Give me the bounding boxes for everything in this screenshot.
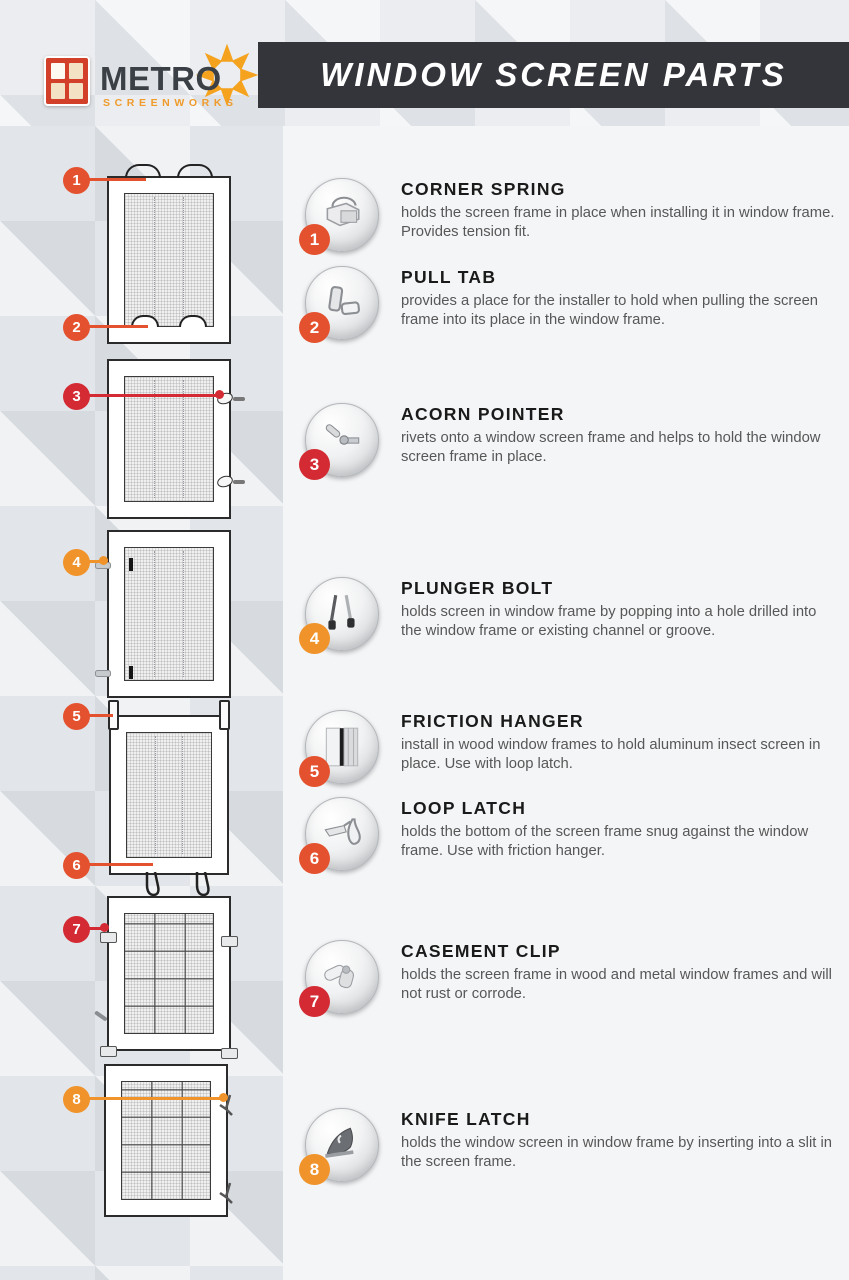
part-number-badge: 3 (299, 449, 330, 480)
screen-mesh (124, 913, 214, 1034)
part-number-badge: 8 (299, 1154, 330, 1185)
part-title: PULL TAB (401, 267, 497, 287)
diagram-window-plunger-bolt (107, 530, 231, 698)
part-photo-circle (305, 797, 379, 871)
part-number-badge: 6 (299, 843, 330, 874)
leader-dot-3 (215, 390, 224, 399)
leader-line-8 (88, 1097, 224, 1100)
part-title: PLUNGER BOLT (401, 578, 554, 598)
screen-mesh (124, 547, 214, 681)
part-item-acorn-pointer (305, 403, 841, 477)
diagram-marker-8: 8 (63, 1086, 90, 1113)
casement-clip-shape (221, 936, 238, 947)
loop-latch-shape (143, 872, 163, 898)
part-photo-circle (305, 710, 379, 784)
diagram-marker-5: 5 (63, 703, 90, 730)
part-title: ACORN POINTER (401, 404, 565, 424)
part-item-plunger-bolt (305, 577, 841, 651)
title-banner (258, 42, 849, 108)
part-description: provides a place for the installer to hold when pulling the screen frame into its place in the window frame. (401, 293, 819, 328)
diagram-marker-7: 7 (63, 916, 90, 943)
part-title: LOOP LATCH (401, 798, 527, 818)
part-item-friction-hanger (305, 710, 841, 784)
diagram-window-friction-hanger-loop-latch (109, 715, 229, 875)
screen-mesh (124, 193, 214, 327)
part-description: holds the screen frame in place when installing it in window frame. Provides tension fit. (401, 205, 835, 240)
part-number-badge: 5 (299, 756, 330, 787)
leader-line-3 (88, 394, 221, 397)
casement-clip-shape (100, 1046, 117, 1057)
brand-subname: SCREENWORKS (103, 97, 238, 109)
leader-dot-4 (99, 556, 108, 565)
metro-screenworks-logo (44, 54, 274, 114)
part-item-casement-clip (305, 940, 841, 1014)
part-description: rivets onto a window screen frame and helps to hold the window screen frame in place. (401, 430, 821, 465)
part-title: FRICTION HANGER (401, 711, 584, 731)
diagram-marker-1: 1 (63, 167, 90, 194)
leader-line-6 (88, 863, 153, 866)
plunger-bolt-shape (95, 670, 111, 677)
part-description: holds the screen frame in wood and metal window frames and will not rust or corrode. (401, 967, 832, 1002)
leader-dot-7 (100, 923, 109, 932)
part-description: install in wood window frames to hold aluminum insect screen in place. Use with loop latch. (401, 737, 821, 772)
acorn-pointer-shape (217, 476, 245, 488)
part-description: holds the window screen in window frame by inserting into a slit in the screen frame. (401, 1135, 832, 1170)
diagram-window-acorn-pointer (107, 359, 231, 519)
part-title: CORNER SPRING (401, 179, 566, 199)
part-photo-circle (305, 403, 379, 477)
part-photo-circle (305, 940, 379, 1014)
part-photo-circle (305, 178, 379, 252)
knife-latch-shape (218, 1182, 234, 1208)
part-item-knife-latch (305, 1108, 841, 1182)
part-number-badge: 7 (299, 986, 330, 1017)
part-number-badge: 4 (299, 623, 330, 654)
brand-name: METRO (100, 60, 222, 97)
leader-line-5 (88, 714, 113, 717)
friction-hanger-shape (219, 700, 230, 730)
corner-spring-shape (125, 164, 161, 178)
diagram-marker-3: 3 (63, 383, 90, 410)
part-item-loop-latch (305, 797, 841, 871)
window-logo-icon (44, 56, 90, 106)
part-item-pull-tab (305, 266, 841, 340)
part-photo-circle (305, 266, 379, 340)
part-item-corner-spring (305, 178, 841, 252)
leader-dot-8 (219, 1093, 228, 1102)
diagram-marker-2: 2 (63, 314, 90, 341)
part-title: CASEMENT CLIP (401, 941, 561, 961)
part-description: holds screen in window frame by popping into a hole drilled into the window frame or existing channel or groove. (401, 604, 817, 639)
page-title: WINDOW SCREEN PARTS (320, 56, 787, 93)
casement-clip-shape (100, 932, 117, 943)
leader-line-2 (88, 325, 148, 328)
diagram-window-corner-spring-pull-tab (107, 176, 231, 344)
casement-clip-shape (221, 1048, 238, 1059)
part-photo-circle (305, 1108, 379, 1182)
diagram-marker-4: 4 (63, 549, 90, 576)
part-photo-circle (305, 577, 379, 651)
part-number-badge: 1 (299, 224, 330, 255)
corner-spring-shape (177, 164, 213, 178)
diagram-marker-6: 6 (63, 852, 90, 879)
diagram-window-knife-latch (104, 1064, 228, 1217)
leader-line-1 (88, 178, 146, 181)
screen-mesh (126, 732, 212, 858)
part-number-badge: 2 (299, 312, 330, 343)
part-description: holds the bottom of the screen frame snug against the window frame. Use with friction hanger. (401, 824, 809, 859)
diagram-window-casement-clip (107, 896, 231, 1051)
part-title: KNIFE LATCH (401, 1109, 531, 1129)
loop-latch-shape (193, 872, 213, 898)
